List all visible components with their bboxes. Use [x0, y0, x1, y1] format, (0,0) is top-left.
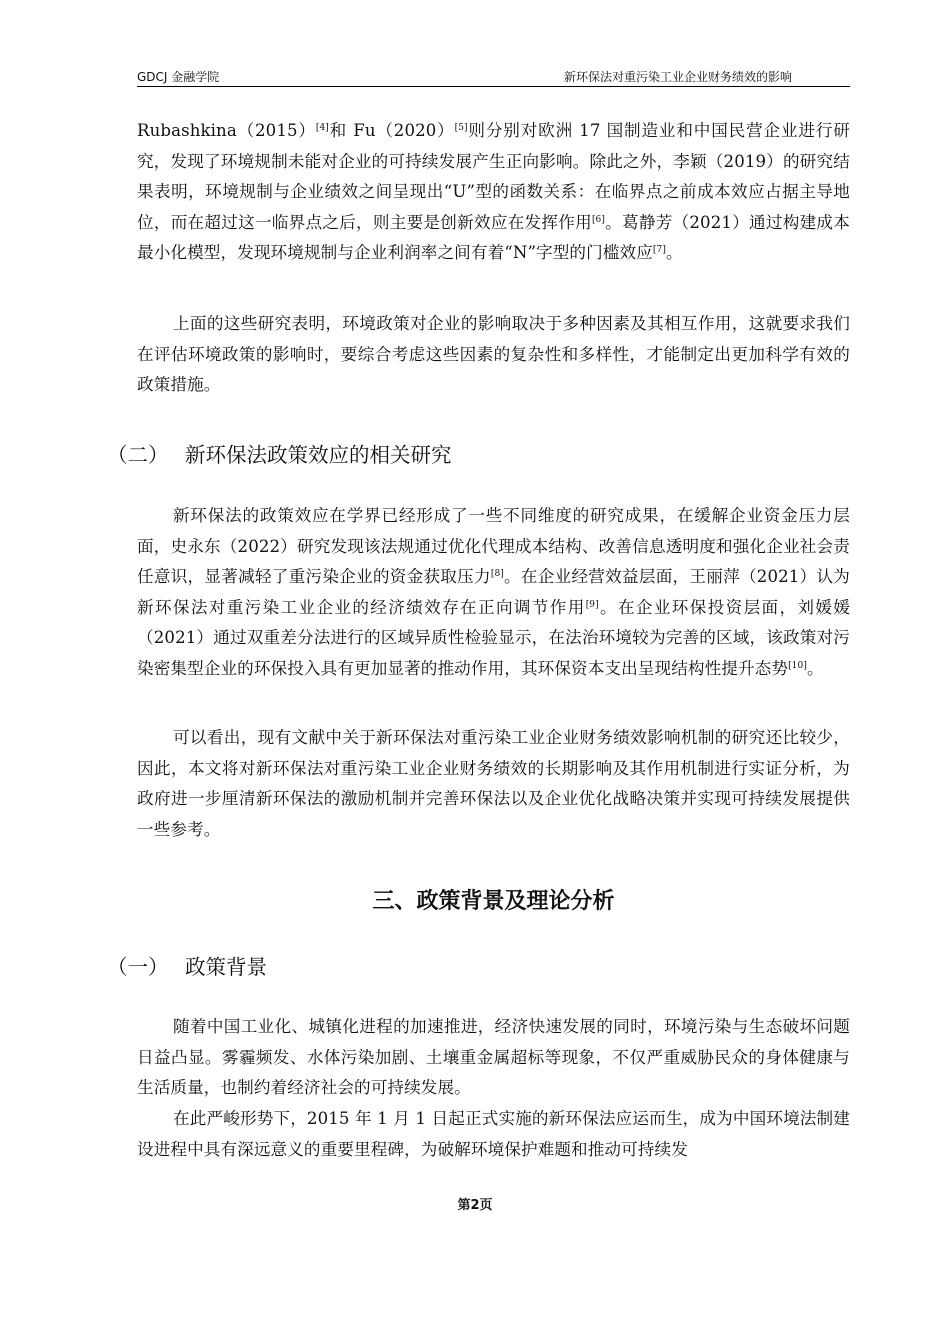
citation: [9] [585, 599, 599, 610]
section-heading-2: （二） 新环保法政策效应的相关研究 [107, 443, 452, 467]
header-institution: GDCJ 金融学院 [137, 70, 220, 84]
citation: [5] [454, 123, 468, 133]
citation: [10] [788, 660, 807, 671]
page-number: 第2页 [457, 1198, 493, 1213]
citation: [7] [652, 245, 666, 255]
page-header [137, 66, 850, 87]
paragraph-background-1: 随着中国工业化、城镇化进程的加速推进，经济快速发展的同时，环境污染与生态破坏问题日益凸显。雾霾频发、水体污染加剧、土壤重金属超标等现象，不仅严重威胁民众的身体健康与生活质量，也制约着经济社会的可持续发展。 [137, 1017, 850, 1097]
citation: [6] [591, 214, 605, 225]
paragraph-policy-effects: 新环保法的政策效应在学界已经形成了一些不同维度的研究成果，在缓解企业资金压力层面，史永东（2022）研究发现该法规通过优化代理成本结构、改善信息透明度和强化企业社会责任意识，显著减轻了重污染企业的资金获取压力[8]。在企业经营效益层面，王丽萍（2021）认为新环保法对重污染工业企业的经济绩效存在正向调节作用[9]。在企业环保投资层面，刘媛媛（2021）通过双重差分法进行的区域异质性检验显示，在法治环境较为完善的区域，该政策对污染密集型企业的环保投入具有更加显著的推动作用，其环保资本支出呈现结构性提升态势[10]。 [137, 506, 851, 678]
citation: [8] [490, 569, 504, 579]
chapter-heading: 三、政策背景及理论分析 [372, 889, 615, 914]
header-title: 新环保法对重污染工业企业财务绩效的影响 [563, 70, 792, 84]
citation: [4] [315, 123, 329, 133]
paragraph-summary: 上面的这些研究表明，环境政策对企业的影响取决于多种因素及其相互作用，这就要求我们在评估环境政策的影响时，要综合考虑这些因素的复杂性和多样性，才能制定出更加科学有效的政策措施。 [137, 314, 850, 394]
paragraph-background-2: 在此严峻形势下，2015 年 1 月 1 日起正式实施的新环保法应运而生，成为中国环境法制建设进程中具有深远意义的重要里程碑，为破解环境保护难题和推动可持续发 [137, 1109, 850, 1159]
section-heading-1: （一） 政策背景 [107, 955, 267, 979]
paragraph-research-gap: 可以看出，现有文献中关于新环保法对重污染工业企业财务绩效影响机制的研究还比较少，因此，本文将对新环保法对重污染工业企业财务绩效的长期影响及其作用机制进行实证分析，为政府进一步厘清新环保法的激励机制并完善环保法以及企业优化战略决策并实现可持续发展提供一些参考。 [137, 728, 850, 839]
paragraph-literature-1: Rubashkina（2015）[4]和 Fu（2020）[5]则分别对欧洲 17 国制造业和中国民营企业进行研究，发现了环境规制未能对企业的可持续发展产生正向影响。除此之外，李颖（2019）的研究结果表明，环境规制与企业绩效之间呈现出“U”型的函数关系：在临界点之前成本效应占据主导地位，而在超过这一临界点之后，则主要是创新效应在发挥作用[6]。葛静芳（2021）通过构建成本最小化模型，发现环境规制与企业利润率之间有着“N”字型的门槛效应[7]。 [137, 121, 850, 262]
